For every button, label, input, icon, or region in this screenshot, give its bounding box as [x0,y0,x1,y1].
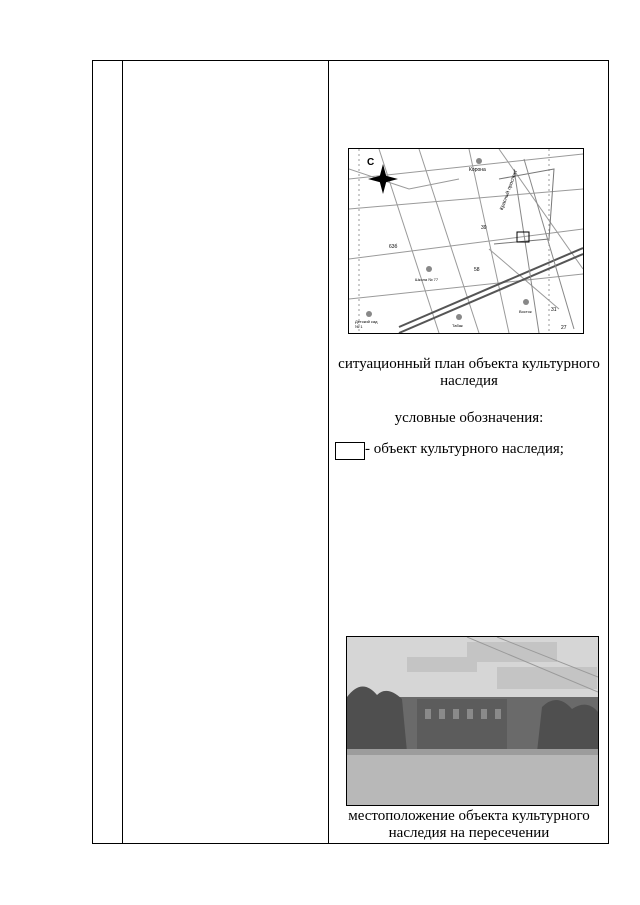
situation-map [348,148,584,334]
table-left-border [92,60,93,844]
map-label-korona: Корона [469,167,486,173]
map-label-39: 39 [481,225,487,231]
legend-title: условные обозначения: [394,410,544,426]
map-label-63b: 63б [389,244,398,250]
map-label-58: 58 [474,267,480,273]
table-col-divider-2 [328,60,329,844]
map-label-vostok: Восток [519,309,532,314]
location-photo-drawing [347,637,598,805]
location-photo [346,636,599,806]
map-label-school: Школа № 77 [415,277,439,282]
table-right-border [608,60,609,844]
situation-plan-caption: ситуационный план объекта культурного наследия [338,356,600,389]
map-label-27: 27 [561,325,567,331]
table-bottom-border [92,843,609,844]
legend-symbol-box [335,442,365,460]
map-label-krasny-prospekt: Красный проспект [499,169,520,212]
table-col-divider-1 [122,60,123,844]
table-top-border [92,60,609,61]
map-label-tabak: Табак [452,323,463,328]
location-caption: местоположение объекта культурного наследия на пересечении [348,808,590,841]
legend-item-label: - объект культурного наследия; [365,441,564,457]
map-label-kindergarten: Детский сад № 1 [355,319,378,329]
north-label: С [367,157,375,168]
situation-map-drawing [349,149,583,333]
map-label-31: 31 [551,307,557,313]
